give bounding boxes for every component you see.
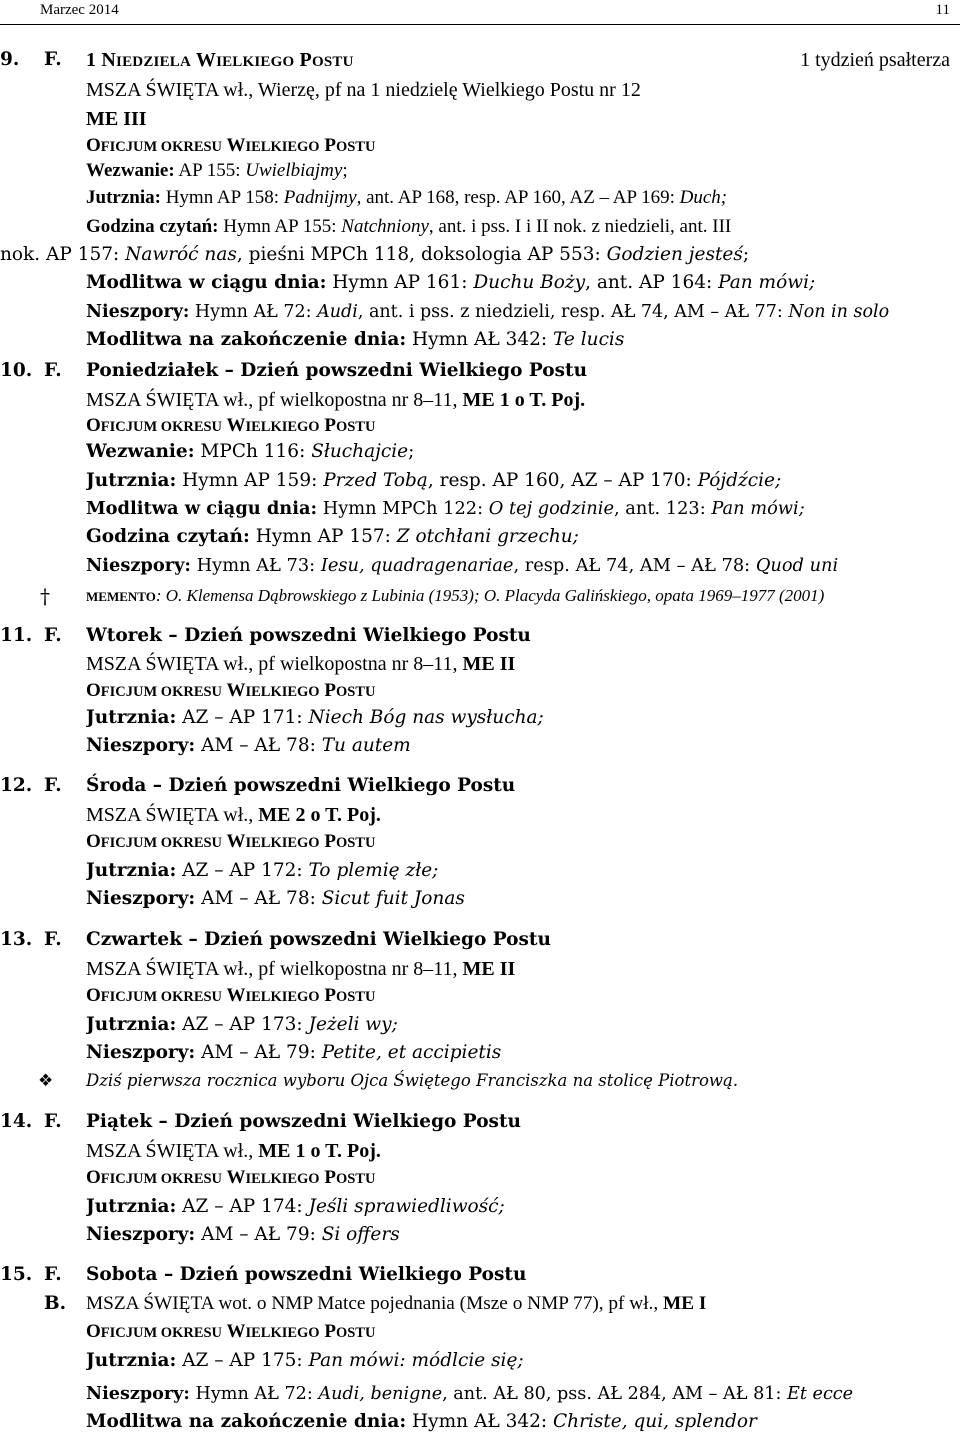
day-title: Wtorek – Dzień powszedni Wielkiego Postu [86,625,531,646]
day-color: F. [44,49,62,70]
office-heading: OFICJUM OKRESU WIELKIEGO POSTU [86,1167,376,1188]
godzina-line: Godzina czytań: Hymn AP 155: Natchniony, ant. i pss. I i II nok. z niedzieli, ant. III [86,216,732,237]
zakonczenie-line: Modlitwa na zakończenie dnia: Hymn AŁ 342: Te lucis [86,329,625,350]
wezwanie-line: Wezwanie: AP 155: Uwielbiajmy; [86,160,348,181]
day-title: Poniedziałek – Dzień powszedni Wielkiego Postu [86,360,588,381]
wezwanie-line: Wezwanie: MPCh 116: Słuchajcie; [86,441,415,462]
mass-line: MSZA ŚWIĘTA wł., ME 2 o T. Poj. [86,804,381,826]
day-title: Czwartek – Dzień powszedni Wielkiego Postu [86,929,551,950]
nokturn-line: nok. AP 157: Nawróć nas, pieśni MPCh 118, doksologia AP 553: Godzien jesteś; [0,244,750,265]
jutrznia-line: Jutrznia: Hymn AP 158: Padnijmy, ant. AP 168, resp. AP 160, AZ – AP 169: Duch; [86,187,728,208]
office-heading: OFICJUM OKRESU WIELKIEGO POSTU [86,1321,376,1342]
modlitwa-line: Modlitwa w ciągu dnia: Hymn AP 161: Duchu Boży, ant. AP 164: Pan mówi; [86,272,816,293]
modlitwa-line: Modlitwa w ciągu dnia: Hymn MPCh 122: O tej godzinie, ant. 123: Pan mówi; [86,498,805,519]
memento-line: † MEMENTO: O. Klemensa Dąbrowskiego z Lubinia (1953); O. Placyda Galińskiego, opata 1969–1977 (2001) [0,581,960,611]
nieszpory-line: Nieszpory: Hymn AŁ 72: Audi, benigne, ant. AŁ 80, pss. AŁ 284, AM – AŁ 81: Et ecce [86,1383,854,1404]
mass-line: MSZA ŚWIĘTA wł., pf wielkopostna nr 8–11, ME 1 o T. Poj. [86,389,586,411]
day-title: 1 NIEDZIELA WIELKIEGO POSTU [86,49,354,71]
day-number: 9. [0,49,20,70]
day-color-2: B. [44,1293,67,1314]
day-title: Piątek – Dzień powszedni Wielkiego Postu [86,1111,521,1132]
zakonczenie-line: Modlitwa na zakończenie dnia: Hymn AŁ 342: Christe, qui, splendor [86,1411,757,1432]
nieszpory-line: Nieszpory: AM – AŁ 78: Tu autem [86,735,411,756]
day-14-title-row: 14. F. Piątek – Dzień powszedni Wielkiego Postu [0,1107,960,1137]
jutrznia-line: Jutrznia: AZ – AP 172: To plemię złe; [86,860,439,881]
day-12-title-row: 12. F. Środa – Dzień powszedni Wielkiego Postu [0,771,960,801]
day-9-title-row [0,45,960,75]
cross-icon: † [40,584,50,608]
jutrznia-line: Jutrznia: AZ – AP 174: Jeśli sprawiedliwość; [86,1196,505,1217]
page-header [0,0,960,26]
page-number: 11 [935,2,950,18]
note-line: ❖ Dziś pierwsza rocznica wyboru Ojca Świętego Franciszka na stolicę Piotrową. [0,1066,960,1096]
header-month: Marzec 2014 [40,2,119,18]
day-13-title-row: 13. F. Czwartek – Dzień powszedni Wielkiego Postu [0,925,960,955]
nieszpory-line: Nieszpory: AM – AŁ 79: Si offers [86,1224,400,1245]
mass-line: MSZA ŚWIĘTA wł., pf wielkopostna nr 8–11, ME II [86,653,516,675]
office-heading: OFICJUM OKRESU WIELKIEGO POSTU [86,135,376,156]
day-10-title-row: 10. F. Poniedziałek – Dzień powszedni Wielkiego Postu [0,356,960,386]
jutrznia-line: Jutrznia: Hymn AP 159: Przed Tobą, resp. AP 160, AZ – AP 170: Pójdźcie; [86,470,782,491]
office-heading: OFICJUM OKRESU WIELKIEGO POSTU [86,415,376,436]
day-title: Środa – Dzień powszedni Wielkiego Postu [86,775,516,796]
psalter-week: 1 tydzień psałterza [800,49,950,71]
day-title: Sobota – Dzień powszedni Wielkiego Postu [86,1264,527,1285]
jutrznia-line: Jutrznia: AZ – AP 173: Jeżeli wy; [86,1014,398,1035]
mass-line: B. MSZA ŚWIĘTA wot. o NMP Matce pojednania (Msze o NMP 77), pf wł., ME I [0,1289,960,1319]
office-heading: OFICJUM OKRESU WIELKIEGO POSTU [86,680,376,701]
mass-line: MSZA ŚWIĘTA wł., pf wielkopostna nr 8–11, ME II [86,958,516,980]
me-line: ME III [86,108,147,130]
jutrznia-line: Jutrznia: AZ – AP 175: Pan mówi: módlcie się; [86,1350,524,1371]
mass-line: MSZA ŚWIĘTA wł., Wierzę, pf na 1 niedzielę Wielkiego Postu nr 12 [86,79,641,101]
day-11-title-row: 11. F. Wtorek – Dzień powszedni Wielkiego Postu [0,621,960,651]
nieszpory-line: Nieszpory: Hymn AŁ 73: Iesu, quadragenariae, resp. AŁ 74, AM – AŁ 78: Quod uni [86,555,839,576]
office-heading: OFICJUM OKRESU WIELKIEGO POSTU [86,831,376,852]
nieszpory-line: Nieszpory: AM – AŁ 79: Petite, et accipietis [86,1042,502,1063]
godzina-line: Godzina czytań: Hymn AP 157: Z otchłani grzechu; [86,526,579,547]
header-rule [0,24,960,25]
day-15-title-row: 15. F. Sobota – Dzień powszedni Wielkiego Postu [0,1260,960,1290]
nieszpory-line: Nieszpory: Hymn AŁ 72: Audi, ant. i pss. z niedzieli, resp. AŁ 74, AM – AŁ 77: Non in solo [86,302,890,322]
office-heading: OFICJUM OKRESU WIELKIEGO POSTU [86,985,376,1006]
jutrznia-line: Jutrznia: AZ – AP 171: Niech Bóg nas wysłucha; [86,707,544,728]
nieszpory-line: Nieszpory: AM – AŁ 78: Sicut fuit Jonas [86,888,465,909]
diamond-bullet-icon: ❖ [38,1071,54,1091]
mass-line: MSZA ŚWIĘTA wł., ME 1 o T. Poj. [86,1140,381,1162]
